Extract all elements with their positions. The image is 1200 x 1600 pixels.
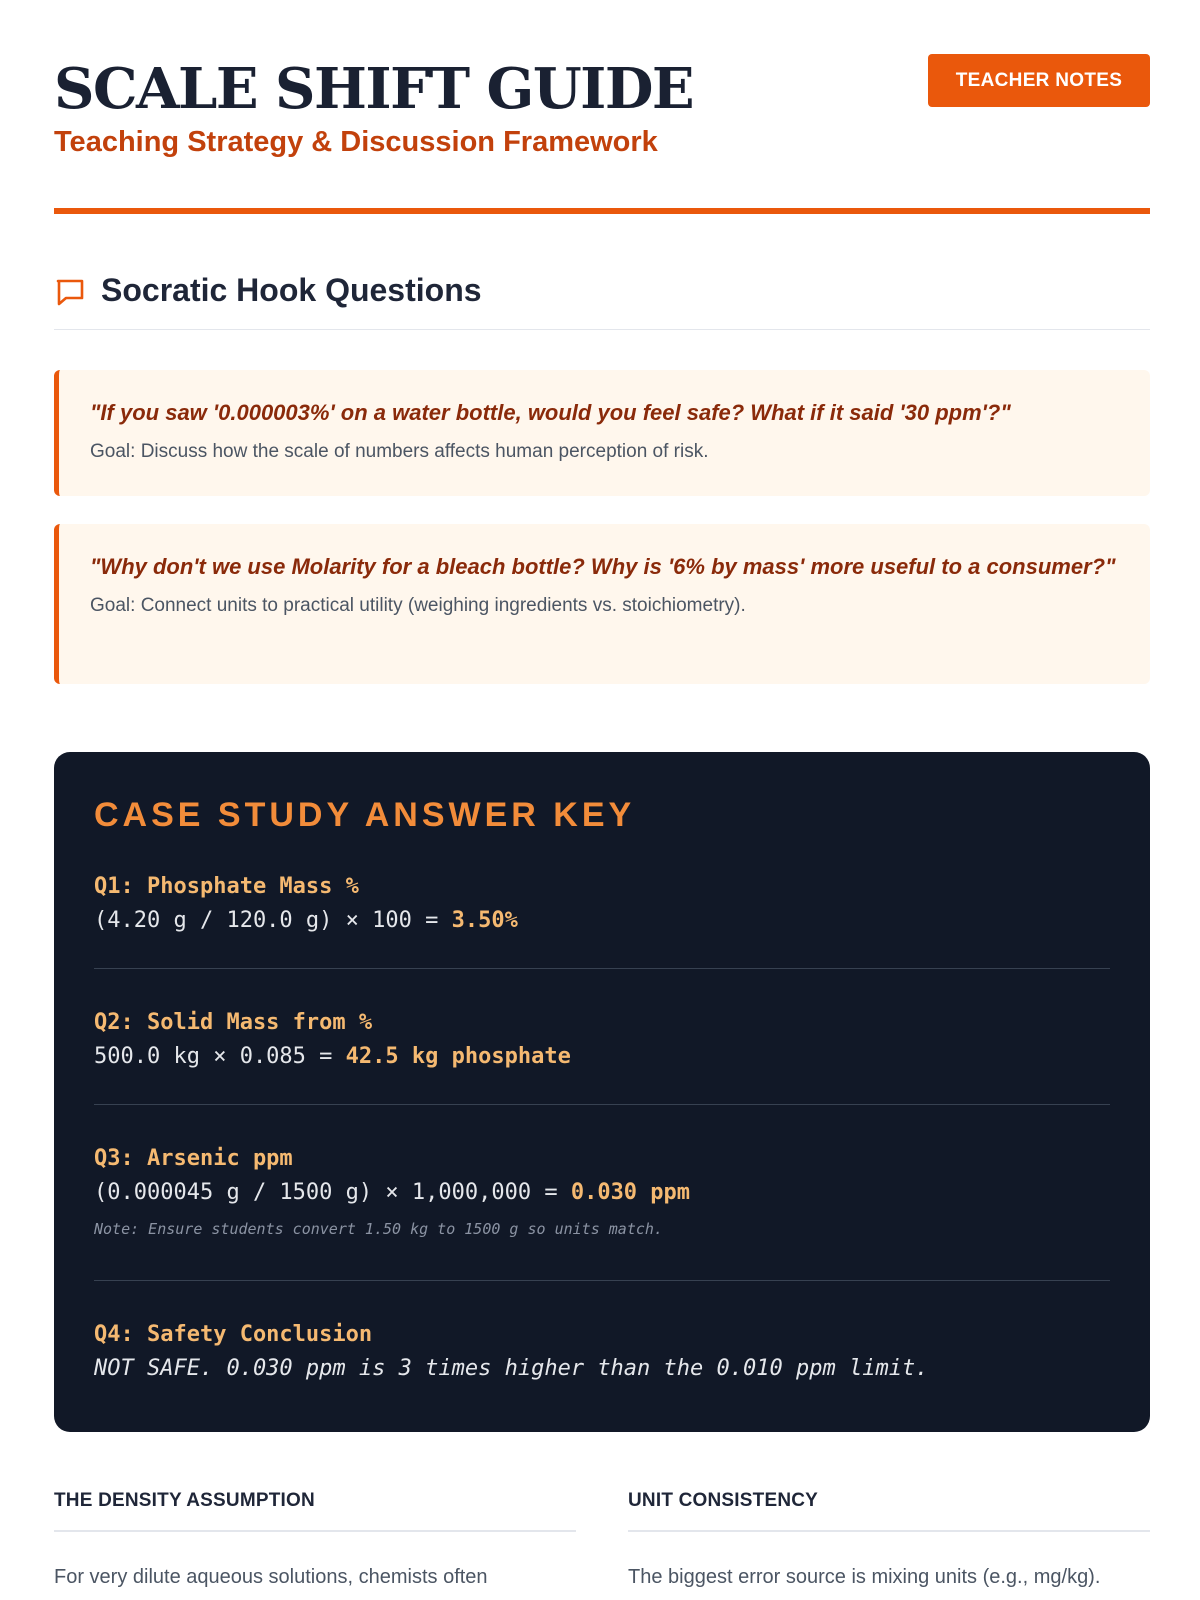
- answer-item-q3: [94, 1142, 1110, 1238]
- answer-divider: [94, 1104, 1110, 1105]
- page: [54, 0, 1150, 1588]
- unit-consistency-column: [628, 1490, 1150, 1592]
- header-divider: [54, 208, 1150, 214]
- calc-expression: (4.20 g / 120.0 g) × 100 =: [94, 908, 452, 933]
- hook-question: "Why don't we use Molarity for a bleach bottle? Why is '6% by mass' more useful to a consumer?": [90, 554, 1116, 579]
- page-title: SCALE SHIFT GUIDE: [54, 56, 694, 122]
- calc-answer: 42.5 kg phosphate: [345, 1044, 571, 1069]
- column-heading: THE DENSITY ASSUMPTION: [54, 1490, 576, 1532]
- page-header: [54, 0, 1150, 214]
- answer-calculation: [94, 904, 1110, 938]
- calc-answer: 0.030 ppm: [570, 1180, 691, 1205]
- column-text: For very dilute aqueous solutions, chemists often: [54, 1566, 488, 1588]
- answer-question-title: Q3: Arsenic ppm: [94, 1146, 293, 1171]
- answer-item-q4: [94, 1318, 1110, 1386]
- calc-answer: 3.50%: [451, 908, 518, 933]
- answer-question-title: Q1: Phosphate Mass %: [94, 874, 359, 899]
- answer-calculation: [94, 1176, 1110, 1210]
- column-heading: UNIT CONSISTENCY: [628, 1490, 1150, 1532]
- answer-question-title: Q4: Safety Conclusion: [94, 1322, 373, 1347]
- calc-expression: (0.000045 g / 1500 g) × 1,000,000 =: [94, 1180, 571, 1205]
- teacher-notes-button[interactable]: TEACHER NOTES: [928, 54, 1150, 107]
- density-assumption-column: [54, 1490, 576, 1592]
- answer-question-title: Q2: Solid Mass from %: [94, 1010, 373, 1035]
- hook-goal: Goal: Discuss how the scale of numbers affects human perception of risk.: [90, 441, 709, 462]
- chat-bubble-icon: [54, 276, 86, 308]
- answer-item-q2: [94, 1006, 1110, 1074]
- hook-goal: Goal: Connect units to practical utility (weighing ingredients vs. stoichiometry).: [90, 595, 746, 616]
- answer-divider: [94, 968, 1110, 969]
- calc-expression: 500.0 kg × 0.085 =: [94, 1044, 346, 1069]
- answer-divider: [94, 1280, 1110, 1281]
- answer-calculation: [94, 1040, 1110, 1074]
- answer-item-q1: [94, 870, 1110, 938]
- socratic-section-header: [54, 270, 1150, 330]
- hook-card: [54, 524, 1150, 684]
- answer-key-title: CASE STUDY ANSWER KEY: [94, 796, 636, 834]
- answer-key-panel: [54, 752, 1150, 1432]
- column-text: The biggest error source is mixing units (e.g., mg/kg).: [628, 1566, 1101, 1588]
- answer-note: Note: Ensure students convert 1.50 kg to 1500 g so units match.: [94, 1220, 663, 1238]
- hook-card: [54, 370, 1150, 496]
- page-subtitle: Teaching Strategy & Discussion Framework: [54, 126, 658, 158]
- hook-question: "If you saw '0.000003%' on a water bottle, would you feel safe? What if it said '30 ppm'?": [90, 400, 1011, 425]
- section-title: Socratic Hook Questions: [101, 272, 482, 308]
- answer-conclusion: NOT SAFE. 0.030 ppm is 3 times higher than the 0.010 ppm limit.: [94, 1356, 929, 1381]
